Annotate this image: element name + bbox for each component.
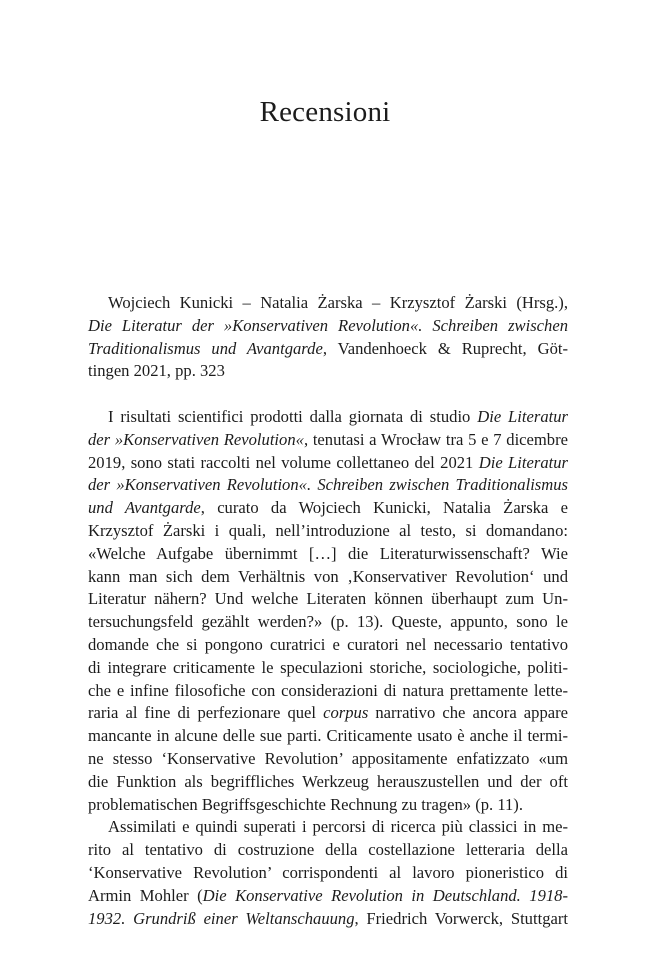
text-line <box>88 543 568 566</box>
text-line <box>88 611 568 634</box>
italic-text: Die Literatur <box>477 406 568 426</box>
text-line <box>88 839 568 862</box>
review-paragraph-2 <box>88 816 568 930</box>
text-run: «Welche Aufgabe übernimmt […] die Literaturwissenschaft? Wie <box>88 543 568 563</box>
text-run: Wojciech Kunicki – Natalia Żarska – Krzysztof Żarski (Hrsg.), <box>108 293 568 312</box>
text-line <box>88 702 568 725</box>
text-line <box>88 474 568 497</box>
text-line <box>88 748 568 771</box>
text-line <box>88 497 568 520</box>
italic-text: Traditionalismus und Avantgarde <box>88 338 323 358</box>
text-line <box>88 862 568 885</box>
italic-text: Die Konservative Revolution in Deutschland. 1918- <box>202 885 568 905</box>
paragraph-gap <box>88 383 568 406</box>
text-run: raria al fine di perfezionare quel <box>88 703 324 723</box>
bibliographic-reference <box>88 292 568 383</box>
text-run: narrativo che ancora appare <box>368 703 568 723</box>
text-line <box>88 657 568 680</box>
text-run: di integrare criticamente le speculazioni storiche, sociologiche, politi- <box>88 657 568 677</box>
text-line <box>88 315 568 338</box>
text-line <box>88 338 568 361</box>
text-line <box>88 771 568 794</box>
review-body <box>88 292 568 930</box>
text-line <box>88 634 568 657</box>
text-run: Armin Mohler ( <box>88 885 203 905</box>
text-line <box>88 520 568 543</box>
text-run: Literatur nähern? Und welche Literaten können überhaupt zum Un- <box>88 589 568 609</box>
text-line <box>88 588 568 611</box>
text-run: che e infine filosofiche con considerazioni di natura prettamente lette- <box>88 680 568 700</box>
italic-text: der »Konservativen Revolution« <box>88 429 304 449</box>
text-line <box>88 816 568 839</box>
italic-text: Die Literatur der »Konservativen Revolution«. Schreiben zwischen <box>88 315 568 335</box>
italic-text: der »Konservativen Revolution«. Schreiben zwischen Traditionalismus <box>88 475 568 495</box>
text-line <box>88 566 568 589</box>
italic-text: und Avantgarde <box>88 498 201 518</box>
text-run: die Funktion als begriffliches Werkzeug herauszustellen und der oft <box>88 771 568 791</box>
page-title: Recensioni <box>259 96 391 128</box>
text-line <box>88 406 568 429</box>
text-run: mancante in alcune delle sue parti. Criticamente usato è anche il termi- <box>88 726 568 746</box>
text-run: ne stesso ‘Konservative Revolution’ appositamente enfatizzato «um <box>88 748 568 768</box>
text-line <box>88 680 568 703</box>
text-line <box>88 908 568 931</box>
text-line <box>88 452 568 475</box>
text-line <box>88 794 568 817</box>
italic-text: 1932. Grundriß einer Weltanschauung <box>88 908 355 928</box>
text-run: , Friedrich Vorwerck, Stuttgart <box>354 908 568 928</box>
italic-text: Die Literatur <box>478 452 568 472</box>
text-run: I risultati scientifici prodotti dalla giornata di studio <box>108 406 478 426</box>
text-run: , tenutasi a Wrocław tra 5 e 7 dicembre <box>303 429 568 449</box>
text-run: rito al tentativo di costruzione della costellazione letteraria della <box>88 840 568 860</box>
text-run: ‘Konservative Revolution’ corrispondenti al lavoro pioneristico di <box>88 862 568 882</box>
text-run: problematischen Begriffsgeschichte Rechnung zu tragen» (p. 11). <box>88 794 523 814</box>
text-line <box>88 360 568 383</box>
text-run: , Vandenhoeck & Ruprecht, Göt- <box>322 338 568 358</box>
text-run: 2019, sono stati raccolti nel volume collettaneo del 2021 <box>88 452 479 472</box>
text-run: , curato da Wojciech Kunicki, Natalia Żarska e <box>200 498 568 518</box>
text-line <box>88 292 568 315</box>
text-line <box>88 885 568 908</box>
text-run: tersuchungsfeld gezählt werden?» (p. 13). Queste, appunto, sono le <box>88 612 568 632</box>
text-line <box>88 429 568 452</box>
text-line <box>88 725 568 748</box>
text-run: Assimilati e quindi superati i percorsi di ricerca più classici in me- <box>108 817 568 837</box>
text-run: Krzysztof Żarski i quali, nell’introduzione al testo, si domandano: <box>88 520 568 540</box>
text-run: tingen 2021, pp. 323 <box>88 361 225 381</box>
text-run: domande che si pongono curatrici e curatori nel necessario tentativo <box>88 634 568 654</box>
italic-text: corpus <box>323 703 369 723</box>
text-run: kann man sich dem Verhältnis von ‚Konservativer Revolution‘ und <box>88 566 568 586</box>
review-paragraph-1 <box>88 406 568 816</box>
